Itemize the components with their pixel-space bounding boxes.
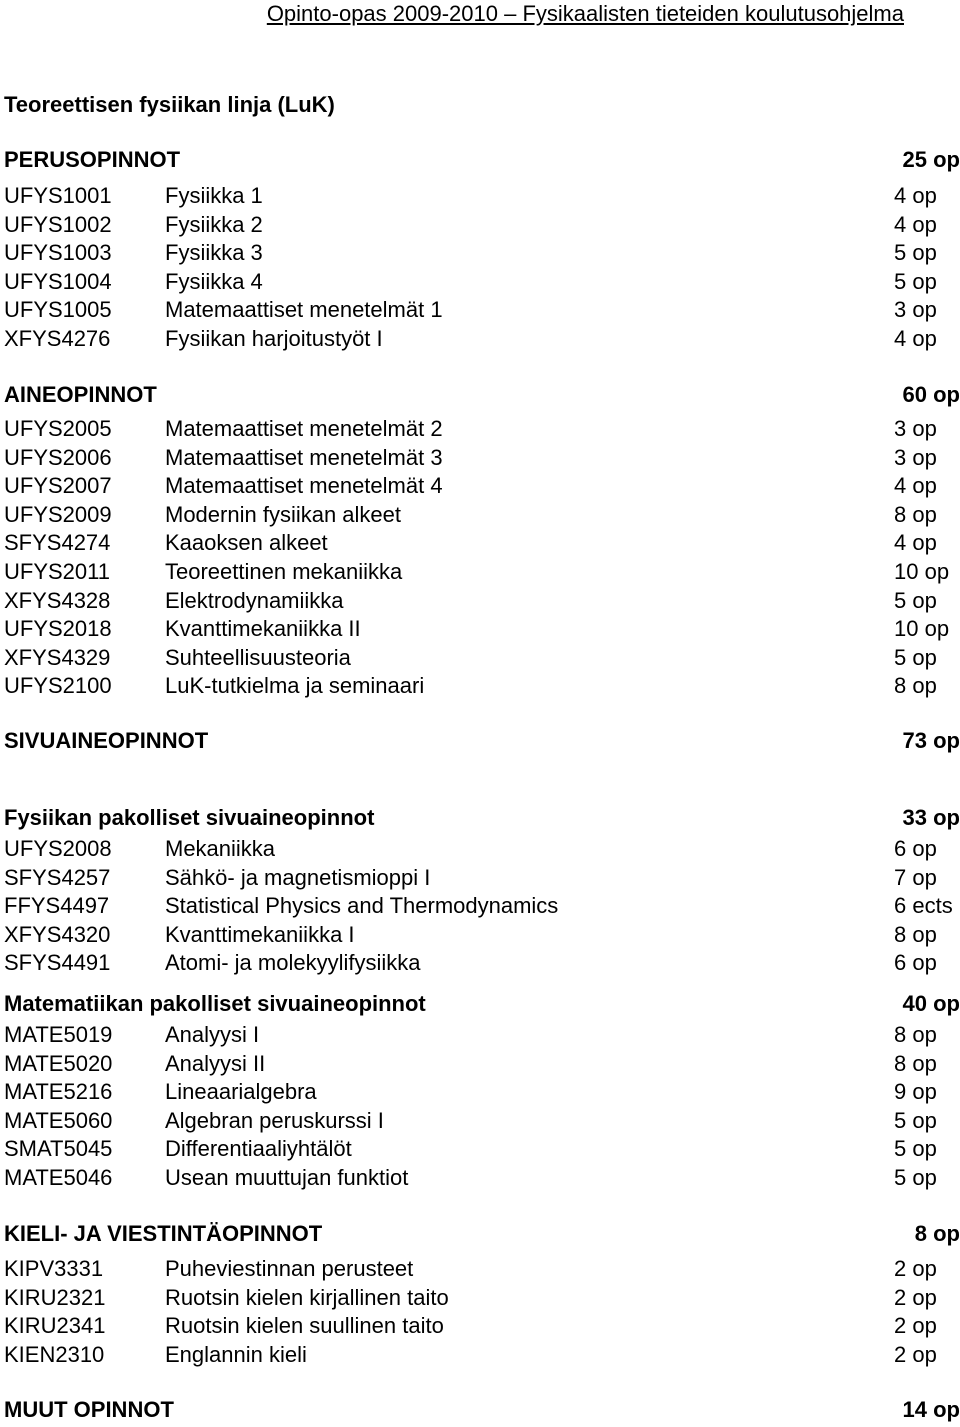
course-row xyxy=(4,615,960,644)
course-credits: 6 ects xyxy=(894,893,953,919)
course-list-fysiikan-pakolliset xyxy=(4,835,960,978)
course-row xyxy=(4,1341,960,1370)
course-code: XFYS4328 xyxy=(4,587,111,613)
course-name: Matemaattiset menetelmät 2 xyxy=(165,416,443,441)
course-row xyxy=(4,268,960,297)
course-name: Englannin kieli xyxy=(165,1341,307,1367)
course-row xyxy=(4,1050,960,1079)
course-credits: 8 op xyxy=(894,501,937,527)
course-code: KIPV3331 xyxy=(4,1256,104,1281)
course-name: Kvanttimekaniikka I xyxy=(165,921,355,947)
course-name: Teoreettinen mekaniikka xyxy=(165,558,403,584)
course-credits: 5 op xyxy=(894,587,937,613)
section-name: AINEOPINNOT xyxy=(4,382,157,407)
course-row xyxy=(4,1255,960,1284)
document-header: Opinto-opas 2009-2010 – Fysikaalisten tieteiden koulutusohjelma xyxy=(266,1,904,26)
course-code: UFYS1001 xyxy=(4,183,112,208)
course-name: Fysiikka 1 xyxy=(165,183,263,208)
course-code: FFYS4497 xyxy=(4,893,110,919)
course-row xyxy=(4,892,960,921)
course-credits: 2 op xyxy=(894,1313,937,1339)
course-row xyxy=(4,1021,960,1050)
course-row xyxy=(4,1135,960,1164)
course-code: MATE5019 xyxy=(4,1022,113,1047)
section-heading-perusopinnot xyxy=(4,145,960,175)
course-row xyxy=(4,415,960,444)
course-code: XFYS4276 xyxy=(4,325,111,351)
section-name: MUUT OPINNOT xyxy=(4,1397,174,1422)
course-code: UFYS1004 xyxy=(4,268,112,294)
course-code: SMAT5045 xyxy=(4,1136,113,1162)
section-heading-muut-opinnot xyxy=(4,1395,960,1425)
course-credits: 4 op xyxy=(894,183,937,208)
section-credits: 40 op xyxy=(902,991,960,1016)
course-credits: 5 op xyxy=(894,1136,937,1162)
section-name: Matematiikan pakolliset sivuaineopinnot xyxy=(4,991,426,1016)
page-title: Teoreettisen fysiikan linja (LuK) xyxy=(4,92,335,117)
course-code: UFYS1005 xyxy=(4,297,112,323)
course-code: MATE5216 xyxy=(4,1079,113,1105)
course-name: Algebran peruskurssi I xyxy=(165,1107,384,1133)
course-credits: 6 op xyxy=(894,950,937,976)
course-code: SFYS4491 xyxy=(4,950,111,976)
section-heading-matematiikan-pakolliset xyxy=(4,989,960,1019)
course-name: Puheviestinnan perusteet xyxy=(165,1256,414,1281)
course-name: Analyysi II xyxy=(165,1050,266,1076)
course-list-aineopinnot xyxy=(4,415,960,701)
course-code: UFYS1003 xyxy=(4,240,112,266)
course-row xyxy=(4,558,960,587)
course-name: Modernin fysiikan alkeet xyxy=(165,501,402,527)
course-row xyxy=(4,1107,960,1136)
course-credits: 8 op xyxy=(894,921,937,947)
course-name: LuK-tutkielma ja seminaari xyxy=(165,673,425,699)
course-row xyxy=(4,672,960,701)
course-credits: 10 op xyxy=(894,616,950,642)
course-name: Fysiikka 4 xyxy=(165,268,263,294)
course-credits: 9 op xyxy=(894,1079,937,1105)
course-row xyxy=(4,239,960,268)
course-row xyxy=(4,211,960,240)
course-credits: 2 op xyxy=(894,1341,937,1367)
course-credits: 4 op xyxy=(894,473,937,499)
course-code: UFYS2100 xyxy=(4,673,112,699)
course-row xyxy=(4,501,960,530)
course-credits: 3 op xyxy=(894,416,937,441)
course-credits: 4 op xyxy=(894,211,937,237)
course-list-matematiikan-pakolliset xyxy=(4,1021,960,1193)
course-code: XFYS4329 xyxy=(4,644,111,670)
course-row xyxy=(4,921,960,950)
course-code: KIEN2310 xyxy=(4,1341,105,1367)
course-name: Elektrodynamiikka xyxy=(165,587,344,613)
course-code: UFYS2009 xyxy=(4,501,112,527)
course-row xyxy=(4,296,960,325)
course-credits: 8 op xyxy=(894,1022,937,1047)
section-heading-fysiikan-pakolliset xyxy=(4,803,960,833)
course-code: UFYS2005 xyxy=(4,416,112,441)
course-credits: 5 op xyxy=(894,268,937,294)
section-name: PERUSOPINNOT xyxy=(4,147,181,172)
section-heading-aineopinnot xyxy=(4,380,960,410)
course-credits: 8 op xyxy=(894,673,937,699)
course-name: Suhteellisuusteoria xyxy=(165,644,351,670)
course-name: Ruotsin kielen kirjallinen taito xyxy=(165,1284,449,1310)
course-code: KIRU2321 xyxy=(4,1284,106,1310)
course-row xyxy=(4,444,960,473)
section-credits: 14 op xyxy=(902,1397,960,1422)
course-code: KIRU2341 xyxy=(4,1313,106,1339)
course-row xyxy=(4,1284,960,1313)
course-row xyxy=(4,1078,960,1107)
course-credits: 3 op xyxy=(894,444,937,470)
course-name: Sähkö- ja magnetismioppi I xyxy=(165,864,431,890)
section-name: Fysiikan pakolliset sivuaineopinnot xyxy=(4,805,375,830)
course-name: Atomi- ja molekyylifysiikka xyxy=(165,950,421,976)
course-code: SFYS4257 xyxy=(4,864,111,890)
course-row xyxy=(4,864,960,893)
course-name: Statistical Physics and Thermodynamics xyxy=(165,893,559,919)
course-row xyxy=(4,1312,960,1341)
course-name: Mekaniikka xyxy=(165,836,276,861)
section-heading-sivuaineopinnot xyxy=(4,726,960,756)
course-row xyxy=(4,472,960,501)
course-code: UFYS1002 xyxy=(4,211,112,237)
section-credits: 8 op xyxy=(914,1221,960,1246)
course-credits: 4 op xyxy=(894,325,937,351)
course-row xyxy=(4,587,960,616)
course-credits: 2 op xyxy=(894,1256,937,1281)
course-name: Ruotsin kielen suullinen taito xyxy=(165,1313,444,1339)
course-row xyxy=(4,182,960,211)
course-name: Kaaoksen alkeet xyxy=(165,530,328,556)
course-credits: 5 op xyxy=(894,644,937,670)
course-code: MATE5046 xyxy=(4,1164,113,1190)
course-name: Differentiaaliyhtälöt xyxy=(165,1136,352,1162)
course-name: Matemaattiset menetelmät 1 xyxy=(165,297,443,323)
course-row xyxy=(4,529,960,558)
course-code: UFYS2011 xyxy=(4,558,110,584)
course-name: Matemaattiset menetelmät 3 xyxy=(165,444,443,470)
course-code: XFYS4320 xyxy=(4,921,111,947)
course-row xyxy=(4,644,960,673)
course-row xyxy=(4,949,960,978)
course-code: UFYS2007 xyxy=(4,473,112,499)
course-name: Matemaattiset menetelmät 4 xyxy=(165,473,443,499)
course-credits: 5 op xyxy=(894,1164,937,1190)
course-credits: 6 op xyxy=(894,836,937,861)
course-name: Lineaarialgebra xyxy=(165,1079,317,1105)
section-credits: 25 op xyxy=(902,147,960,172)
course-name: Fysiikka 2 xyxy=(165,211,263,237)
course-code: SFYS4274 xyxy=(4,530,111,556)
course-code: UFYS2008 xyxy=(4,836,112,861)
course-credits: 3 op xyxy=(894,297,937,323)
course-name: Fysiikan harjoitustyöt I xyxy=(165,325,383,351)
course-credits: 7 op xyxy=(894,864,937,890)
course-name: Kvanttimekaniikka II xyxy=(165,616,361,642)
course-row xyxy=(4,835,960,864)
section-heading-kieli-ja-viestinta xyxy=(4,1219,960,1249)
course-code: MATE5020 xyxy=(4,1050,113,1076)
course-credits: 5 op xyxy=(894,1107,937,1133)
course-credits: 10 op xyxy=(894,558,950,584)
course-name: Usean muuttujan funktiot xyxy=(165,1164,409,1190)
course-credits: 2 op xyxy=(894,1284,937,1310)
course-list-perusopinnot xyxy=(4,182,960,354)
course-code: UFYS2018 xyxy=(4,616,112,642)
section-name: SIVUAINEOPINNOT xyxy=(4,728,209,753)
course-credits: 4 op xyxy=(894,530,937,556)
section-credits: 73 op xyxy=(902,728,960,753)
course-list-kieli-ja-viestinta xyxy=(4,1255,960,1369)
section-credits: 60 op xyxy=(902,382,960,407)
course-code: MATE5060 xyxy=(4,1107,113,1133)
course-row xyxy=(4,1164,960,1193)
course-credits: 8 op xyxy=(894,1050,937,1076)
course-name: Analyysi I xyxy=(165,1022,260,1047)
course-credits: 5 op xyxy=(894,240,937,266)
course-code: UFYS2006 xyxy=(4,444,112,470)
section-name: KIELI- JA VIESTINTÄOPINNOT xyxy=(4,1221,323,1246)
course-row xyxy=(4,325,960,354)
section-credits: 33 op xyxy=(902,805,960,830)
course-name: Fysiikka 3 xyxy=(165,240,263,266)
